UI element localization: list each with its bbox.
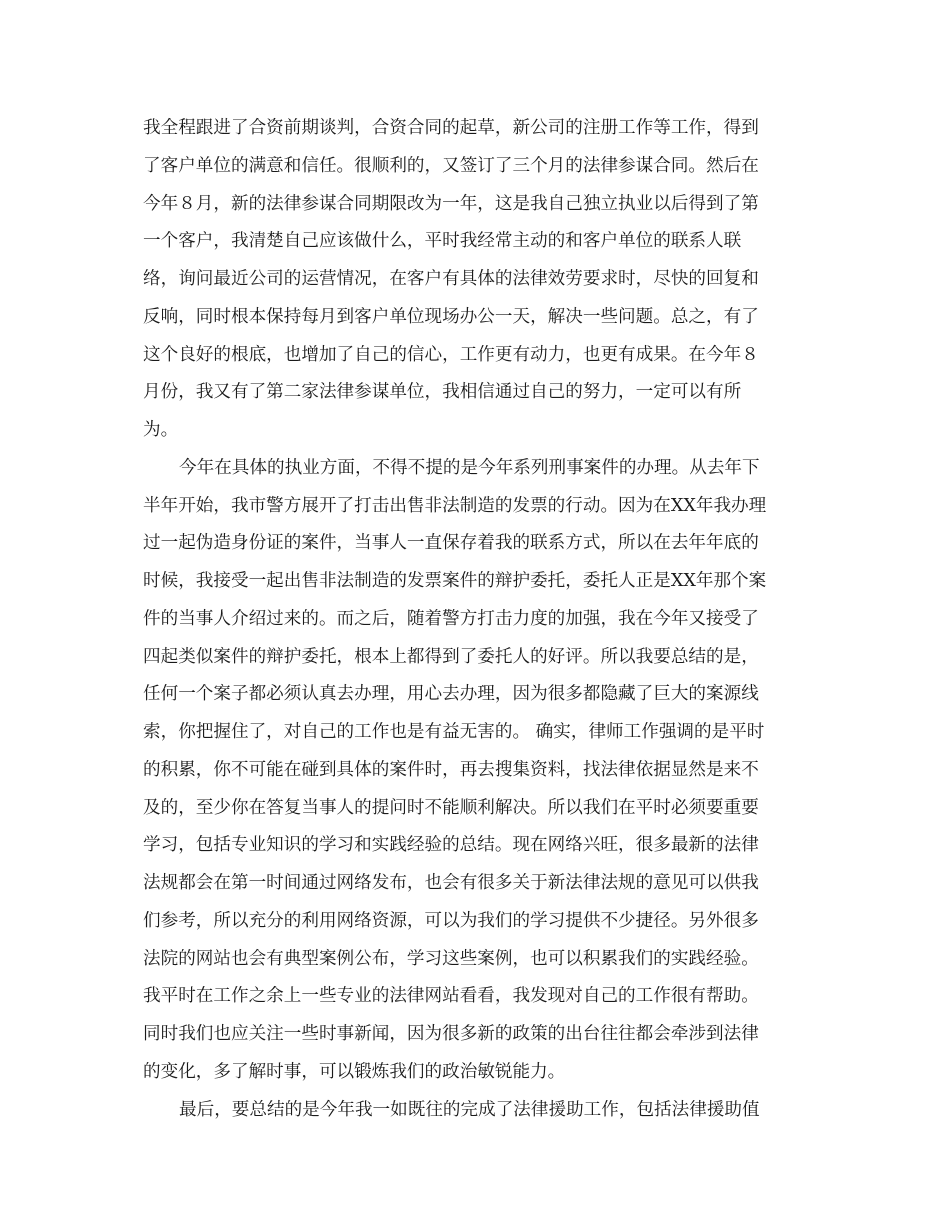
- text-line: 及的，至少你在答复当事人的提问时不能顺利解决。所以我们在平时必须要重要: [143, 797, 759, 818]
- paragraph-3: [143, 1092, 803, 1130]
- text-line: 件的当事人介绍过来的。而之后，随着警方打击力度的加强，我在今年又接受了: [143, 608, 759, 629]
- text-line: 了客户单位的满意和信任。很顺利的，又签订了三个月的法律参谋合同。然后在: [143, 155, 759, 176]
- text-line: 同时我们也应关注一些时事新闻，因为很多新的政策的出台往往都会牵涉到法律: [143, 1024, 759, 1044]
- text-line-indented: 今年在具体的执业方面，不得不提的是今年系列刑事案件的办理。从去年下: [179, 457, 760, 478]
- text-line: 月份，我又有了第二家法律参谋单位，我相信通过自己的努力，一定可以有所: [143, 382, 742, 403]
- text-line: 学习，包括专业知识的学习和实践经验的总结。现在网络兴旺，很多最新的法律: [143, 835, 759, 856]
- text-line: 们参考，所以充分的利用网络资源，可以为我们的学习提供不少捷径。另外很多: [143, 910, 759, 931]
- body-text: [143, 110, 803, 1129]
- text-line: 为。: [143, 420, 179, 440]
- text-line: 任何一个案子都必须认真去办理，用心去办理，因为很多都隐藏了巨大的案源线: [143, 684, 759, 705]
- text-line-indented: 最后，要总结的是今年我一如既往的完成了法律援助工作，包括法律援助值: [179, 1099, 760, 1120]
- text-line: 四起类似案件的辩护委托，根本上都得到了委托人的好评。所以我要总结的是，: [143, 646, 759, 667]
- text-line: 法规都会在第一时间通过网络发布，也会有很多关于新法律法规的意见可以供我: [143, 873, 759, 893]
- text-line: 索，你把握住了，对自己的工作也是有益无害的。 确实，律师工作强调的是平时: [143, 722, 765, 742]
- text-line: 半年开始，我市警方展开了打击出售非法制造的发票的行动。因为在XX年我办理: [143, 495, 767, 516]
- text-line: 的积累，你不可能在碰到具体的案件时，再去搜集资料，找法律依据显然是来不: [143, 759, 759, 780]
- text-line: 络，询问最近公司的运营情况，在客户有具体的法律效劳要求时，尽快的回复和: [143, 269, 759, 289]
- text-line: 法院的网站也会有典型案例公布，学习这些案例，也可以积累我们的实践经验。: [143, 948, 759, 969]
- text-line: 的变化，多了解时事，可以锻炼我们的政治敏锐能力。: [143, 1061, 566, 1082]
- text-line: 这个良好的根底，也增加了自己的信心，工作更有动力，也更有成果。在今年８: [143, 344, 759, 365]
- text-line: 我平时在工作之余上一些专业的法律网站看看，我发现对自己的工作很有帮助。: [143, 986, 759, 1007]
- text-line: 我全程跟进了合资前期谈判，合资合同的起草，新公司的注册工作等工作，得到: [143, 118, 759, 138]
- paragraph-1: [143, 110, 803, 450]
- text-line: 反响，同时根本保持每月到客户单位现场办公一天，解决一些问题。总之，有了: [143, 306, 759, 327]
- text-line: 时候，我接受一起出售非法制造的发票案件的辩护委托，委托人正是XX年那个案: [143, 571, 767, 591]
- paragraph-2: [143, 450, 803, 1092]
- text-line: 一个客户，我清楚自己应该做什么，平时我经常主动的和客户单位的联系人联: [143, 231, 742, 252]
- text-line: 过一起伪造身份证的案件，当事人一直保存着我的联系方式，所以在去年年底的: [143, 533, 759, 554]
- text-line: 今年８月，新的法律参谋合同期限改为一年，这是我自己独立执业以后得到了第: [143, 193, 759, 214]
